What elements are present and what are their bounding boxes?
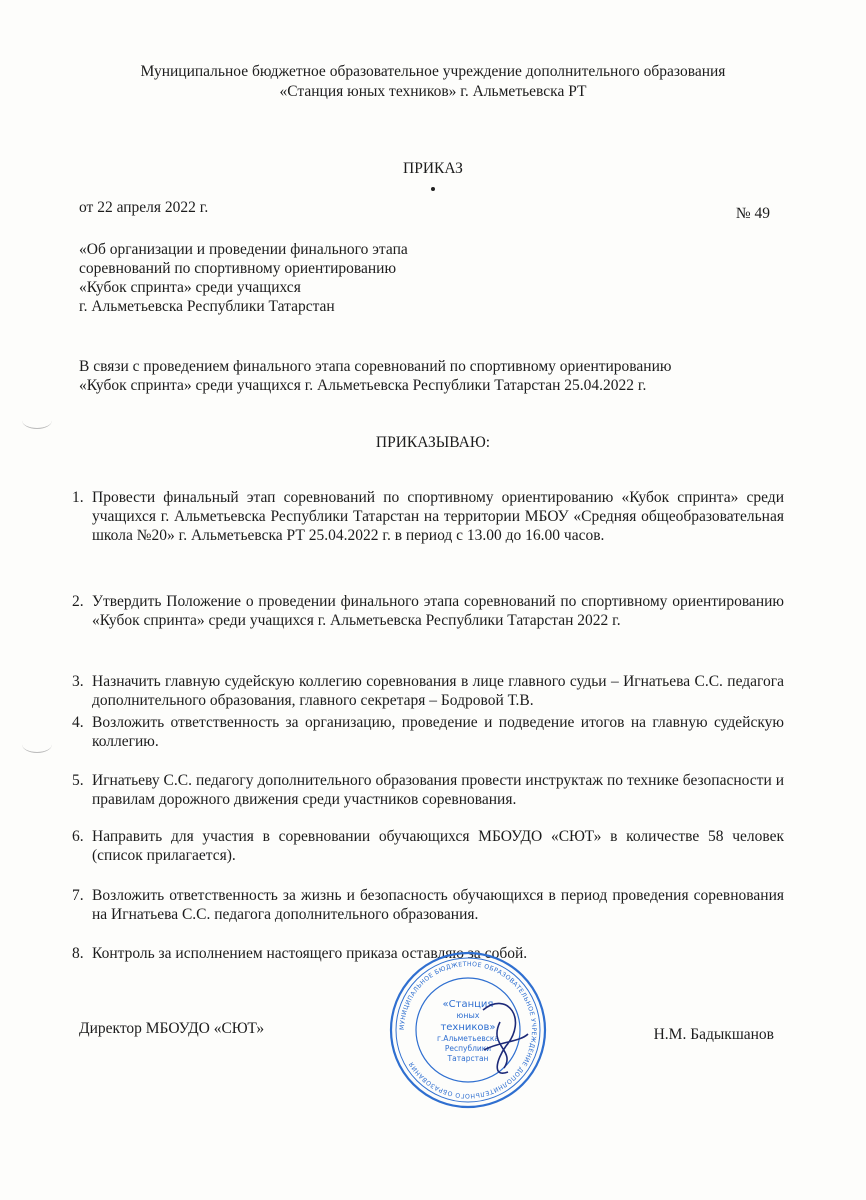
item-number: 7. — [72, 887, 84, 904]
subject-line: соревнований по спортивному ориентированию — [79, 260, 397, 277]
punch-hole-mark — [22, 412, 52, 429]
order-item — [72, 592, 784, 630]
item-number: 8. — [72, 945, 84, 962]
item-text: Утвердить Положение о проведении финального этапа соревнований по спортивному ориентированию «Кубок спринта» среди учащихся г. Альметьевска Республики Татарстан 2022 г. — [92, 593, 784, 629]
stamp-text: Татарстан — [447, 1054, 489, 1063]
order-item — [72, 488, 784, 545]
item-number: 3. — [72, 673, 84, 690]
order-item — [72, 713, 784, 751]
item-number: 4. — [72, 714, 84, 731]
intro-paragraph — [79, 357, 779, 395]
organization-header — [60, 62, 806, 102]
stamp-text: техников» — [440, 1022, 496, 1033]
item-text: Направить для участия в соревновании обучающихся МБОУДО «СЮТ» в количестве 58 человек (список прилагается). — [92, 828, 784, 864]
header-line-1: Муниципальное бюджетное образовательное учреждение дополнительного образования — [140, 63, 726, 80]
stamp-text: г.Альметьевска — [436, 1034, 500, 1043]
official-stamp — [388, 950, 548, 1110]
stamp-text: Республики — [444, 1044, 492, 1053]
subject-line: «Кубок спринта» среди учащихся — [79, 279, 301, 296]
dot-mark — [431, 187, 435, 191]
order-date: от 22 апреля 2022 г. — [79, 199, 209, 216]
item-number: 5. — [72, 772, 84, 789]
order-item — [72, 672, 784, 710]
item-text: Игнатьеву С.С. педагогу дополнительного образования провести инструктаж по технике безопасности и правилам дорожного движения среди участников соревнования. — [92, 772, 784, 808]
item-text: Назначить главную судейскую коллегию соревнования в лице главного судьи – Игнатьева С.С. педагога дополнительного образования, главного секретаря – Бодровой Т.В. — [92, 673, 784, 709]
item-text: Провести финальный этап соревнований по спортивному ориентированию «Кубок спринта» среди учащихся г. Альметьевска Республики Татарстан на территории МБОУ «Средняя общеобразовательная школа №20» г. Альметьевска РТ 25.04.2022 г. в период с 13.00 до 16.00 часов. — [92, 489, 784, 544]
intro-line: «Кубок спринта» среди учащихся г. Альметьевска Республики Татарстан 25.04.2022 г. — [79, 377, 647, 394]
intro-line: В связи с проведением финального этапа соревнований по спортивному ориентированию — [79, 358, 672, 375]
punch-hole-mark — [22, 736, 52, 753]
order-subject — [79, 240, 408, 316]
item-text: Контроль за исполнением настоящего приказа оставляю за собой. — [92, 945, 528, 962]
signatory-name: Н.М. Бадыкшанов — [653, 1026, 774, 1043]
header-line-2: «Станция юных техников» г. Альметьевска РТ — [279, 83, 587, 100]
signatory-position: Директор МБОУДО «СЮТ» — [79, 1020, 265, 1037]
order-item — [72, 886, 784, 924]
item-text: Возложить ответственность за организацию, проведение и подведение итогов на главную судейскую коллегию. — [92, 714, 784, 750]
stamp-text: юных — [456, 1011, 480, 1020]
order-number: № 49 — [735, 205, 770, 222]
item-number: 2. — [72, 593, 84, 610]
document-title: ПРИКАЗ — [403, 160, 463, 177]
item-text: Возложить ответственность за жизнь и безопасность обучающихся в период проведения соревнования на Игнатьева С.С. педагога дополнительного образования. — [92, 887, 784, 923]
subject-line: г. Альметьевска Республики Татарстан — [79, 298, 335, 315]
item-number: 1. — [72, 489, 84, 506]
order-item — [72, 827, 784, 865]
stamp-text: «Станция — [442, 999, 494, 1010]
order-heading: ПРИКАЗЫВАЮ: — [375, 434, 491, 451]
subject-line: «Об организации и проведении финального этапа — [79, 241, 408, 258]
order-item — [72, 771, 784, 809]
stamp-ring-text: МУНИЦИПАЛЬНОЕ БЮДЖЕТНОЕ ОБРАЗОВАТЕЛЬНОЕ УЧРЕЖДЕНИЕ ДОПОЛНИТЕЛЬНОГО ОБРАЗОВАНИЯ — [398, 960, 538, 1100]
item-number: 6. — [72, 828, 84, 845]
